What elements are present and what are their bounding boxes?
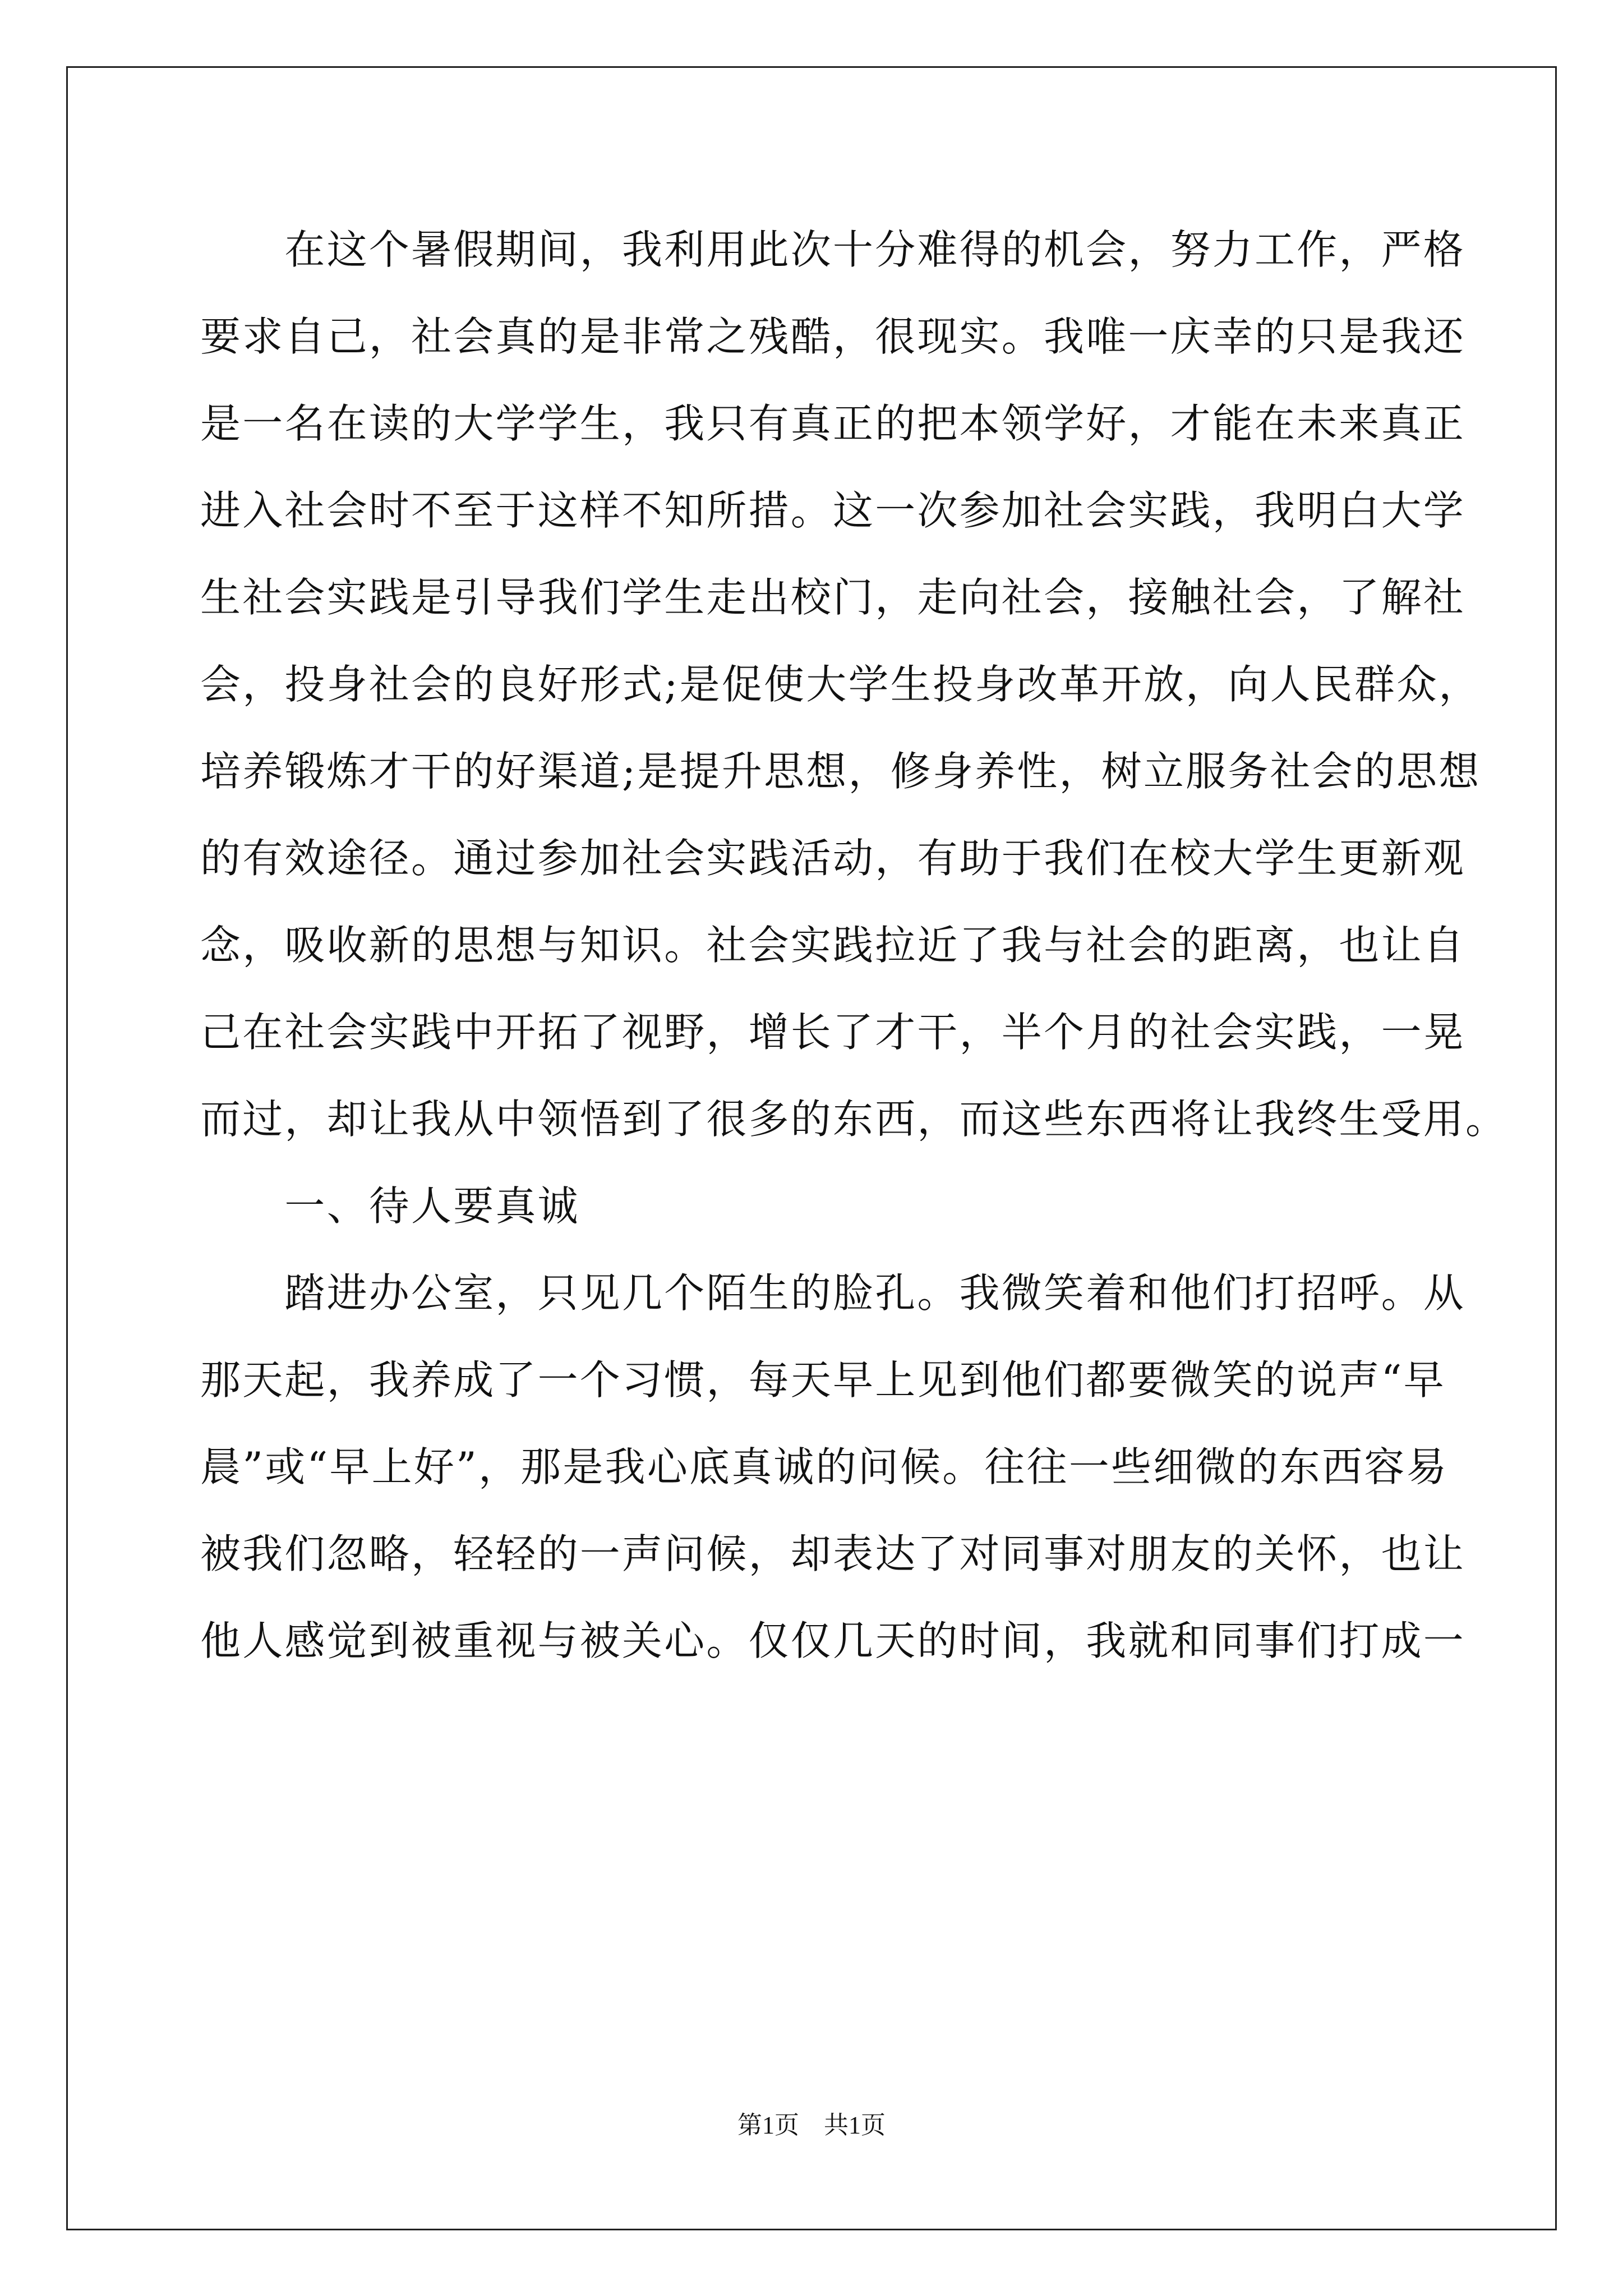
- document-body: [200, 206, 1508, 1685]
- text-line: 被我们忽略，轻轻的一声问候，却表达了对同事对朋友的关怀，也让: [200, 1530, 1466, 1577]
- text-line: 培养锻炼才干的好渠道;是提升思想，修身养性，树立服务社会的思想: [200, 748, 1481, 795]
- text-line: 晨”或“早上好”，那是我心底真诚的问候。往往一些细微的东西容易: [200, 1443, 1449, 1490]
- text-line: 他人感觉到被重视与被关心。仅仅几天的时间，我就和同事们打成一: [200, 1617, 1466, 1664]
- text-line: 会，投身社会的良好形式;是促使大学生投身改革开放，向人民群众，: [200, 661, 1481, 708]
- text-line: 要求自己，社会真的是非常之残酷，很现实。我唯一庆幸的只是我还: [200, 313, 1466, 360]
- text-line: 念，吸收新的思想与知识。社会实践拉近了我与社会的距离，也让自: [200, 922, 1466, 969]
- text-line: 进入社会时不至于这样不知所措。这一次参加社会实践，我明白大学: [200, 487, 1466, 534]
- text-line: 生社会实践是引导我们学生走出校门，走向社会，接触社会，了解社: [200, 574, 1466, 621]
- text-line: 的有效途径。通过参加社会实践活动，有助于我们在校大学生更新观: [200, 835, 1466, 882]
- text-line: 己在社会实践中开拓了视野，增长了才干，半个月的社会实践，一晃: [200, 1009, 1466, 1056]
- text-line: 那天起，我养成了一个习惯，每天早上见到他们都要微笑的说声“早: [200, 1356, 1446, 1404]
- text-line: 是一名在读的大学学生，我只有真正的把本领学好，才能在未来真正: [200, 400, 1466, 447]
- text-line: 而过，却让我从中领悟到了很多的东西，而这些东西将让我终生受用。: [200, 1096, 1508, 1143]
- section-heading: 一、待人要真诚: [200, 1182, 580, 1230]
- text-line: 在这个暑假期间，我利用此次十分难得的机会，努力工作，严格: [200, 226, 1466, 273]
- page-footer: 第1页 共1页: [737, 2111, 886, 2139]
- text-line: 踏进办公室，只见几个陌生的脸孔。我微笑着和他们打招呼。从: [200, 1269, 1466, 1317]
